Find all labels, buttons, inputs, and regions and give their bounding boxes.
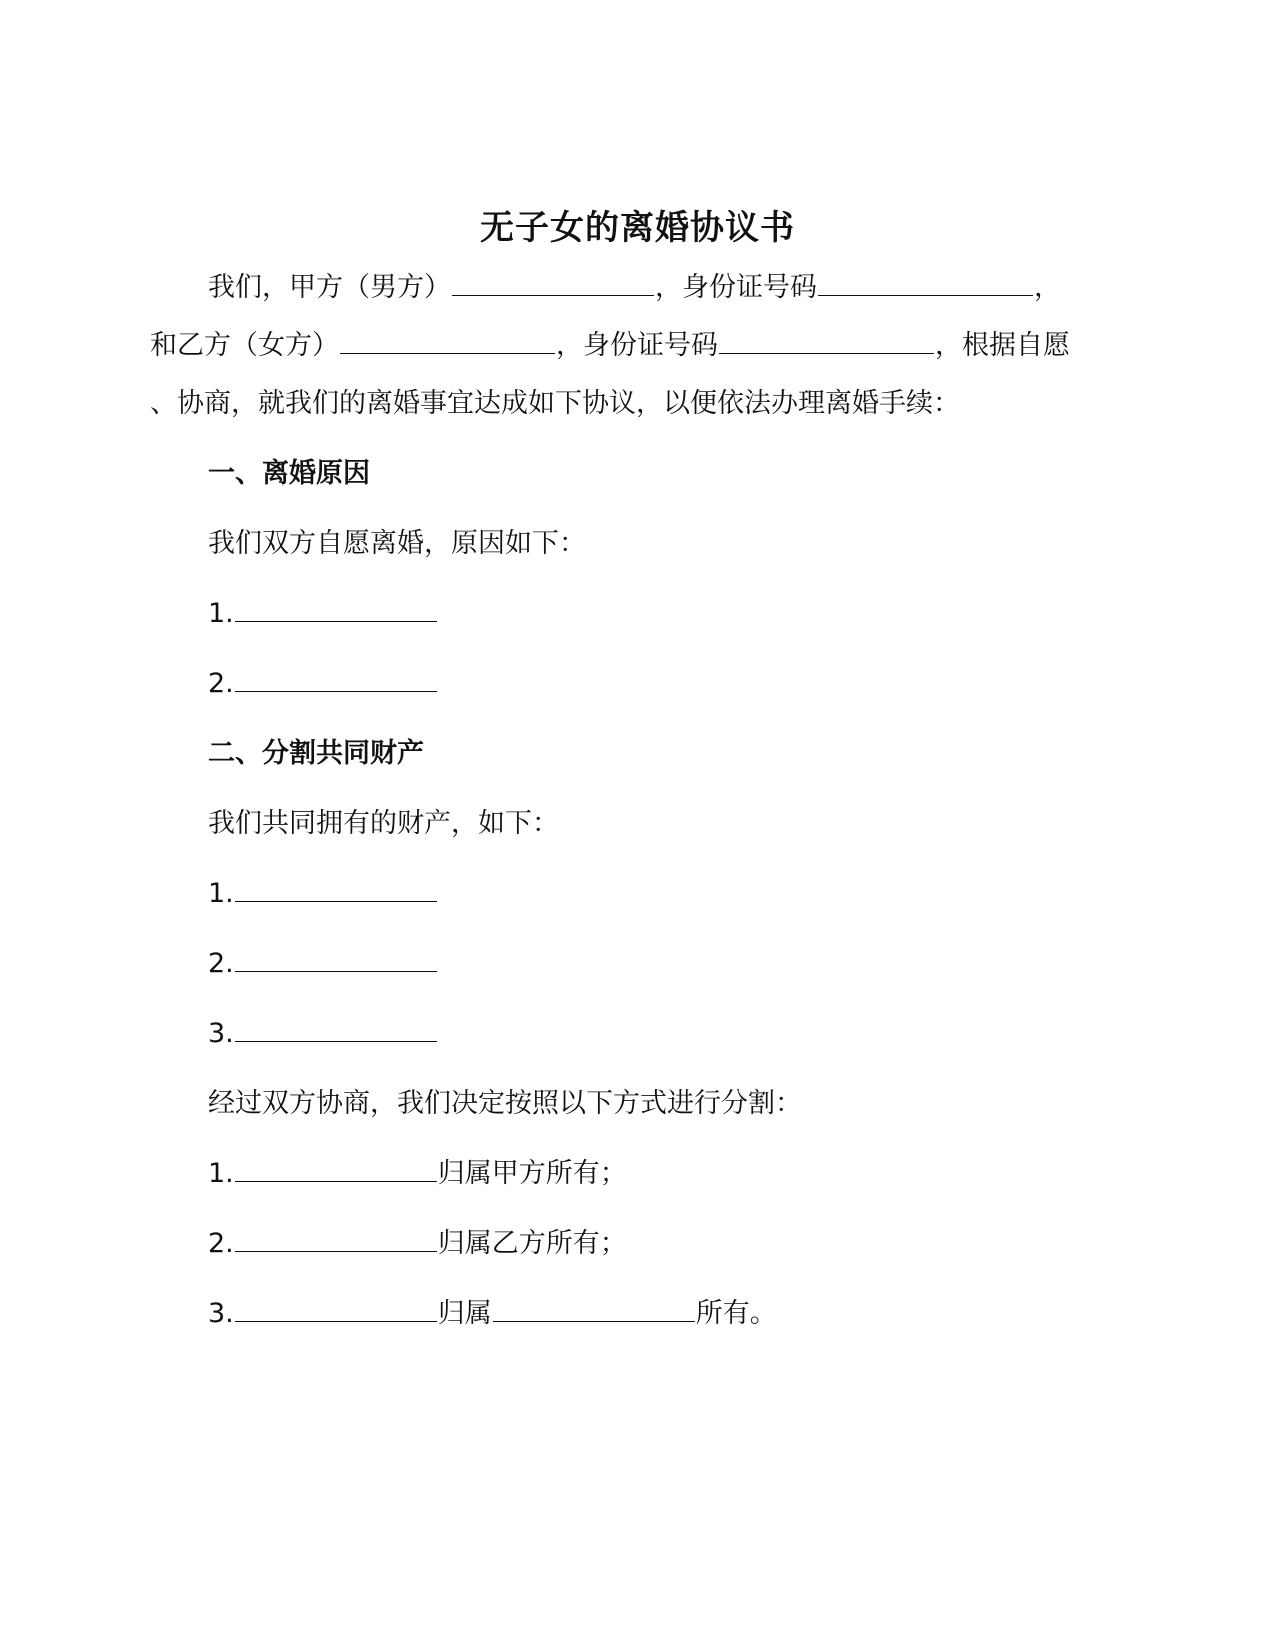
property-1-blank[interactable] [235, 875, 437, 902]
wife-id-blank[interactable] [719, 327, 934, 354]
item-number: 1. [208, 598, 234, 629]
section-2-lead-2: 经过双方协商，我们决定按照以下方式进行分割： [208, 1088, 802, 1119]
intro-text: ，身份证号码 [556, 330, 718, 361]
reason-item-2 [208, 664, 438, 704]
intro-line-3: 、协商，就我们的离婚事宜达成如下协议，以便依法办理离婚手续： [150, 388, 960, 419]
document-title: 无子女的离婚协议书 [480, 208, 795, 248]
section-2-lead: 我们共同拥有的财产，如下： [208, 808, 559, 839]
intro-text: 我们，甲方（男方） [208, 272, 451, 303]
husband-name-blank[interactable] [452, 269, 654, 296]
item-number: 3. [208, 1298, 234, 1329]
intro-text: 和乙方（女方） [150, 330, 339, 361]
split-item-1 [208, 1154, 627, 1194]
split-item-3 [208, 1294, 777, 1334]
split-text: 归属乙方所有； [437, 1228, 627, 1259]
intro-line-2 [150, 326, 1070, 366]
split-2-blank[interactable] [235, 1225, 437, 1252]
split-text: 归属 [437, 1298, 492, 1329]
section-2-heading: 二、分割共同财产 [208, 738, 424, 769]
property-3-blank[interactable] [235, 1015, 437, 1042]
property-item-2 [208, 944, 438, 984]
item-number: 2. [208, 1228, 234, 1259]
item-number: 3. [208, 1018, 234, 1049]
intro-text: ，根据自愿 [935, 330, 1070, 361]
intro-text: ， [1034, 272, 1061, 303]
intro-text: ，身份证号码 [655, 272, 817, 303]
reason-1-blank[interactable] [235, 595, 437, 622]
split-3-blank[interactable] [235, 1295, 437, 1322]
reason-item-1 [208, 594, 438, 634]
split-text: 归属甲方所有； [437, 1158, 627, 1189]
intro-line-1 [208, 268, 1061, 308]
split-3-owner-blank[interactable] [493, 1295, 695, 1322]
item-number: 1. [208, 1158, 234, 1189]
item-number: 1. [208, 878, 234, 909]
split-end-text: 所有。 [695, 1298, 777, 1329]
item-number: 2. [208, 668, 234, 699]
split-1-blank[interactable] [235, 1155, 437, 1182]
wife-name-blank[interactable] [340, 327, 555, 354]
split-item-2 [208, 1224, 627, 1264]
item-number: 2. [208, 948, 234, 979]
section-1-lead: 我们双方自愿离婚，原因如下： [208, 528, 586, 559]
property-2-blank[interactable] [235, 945, 437, 972]
property-item-3 [208, 1014, 438, 1054]
husband-id-blank[interactable] [818, 269, 1033, 296]
property-item-1 [208, 874, 438, 914]
reason-2-blank[interactable] [235, 665, 437, 692]
section-1-heading: 一、离婚原因 [208, 458, 370, 489]
